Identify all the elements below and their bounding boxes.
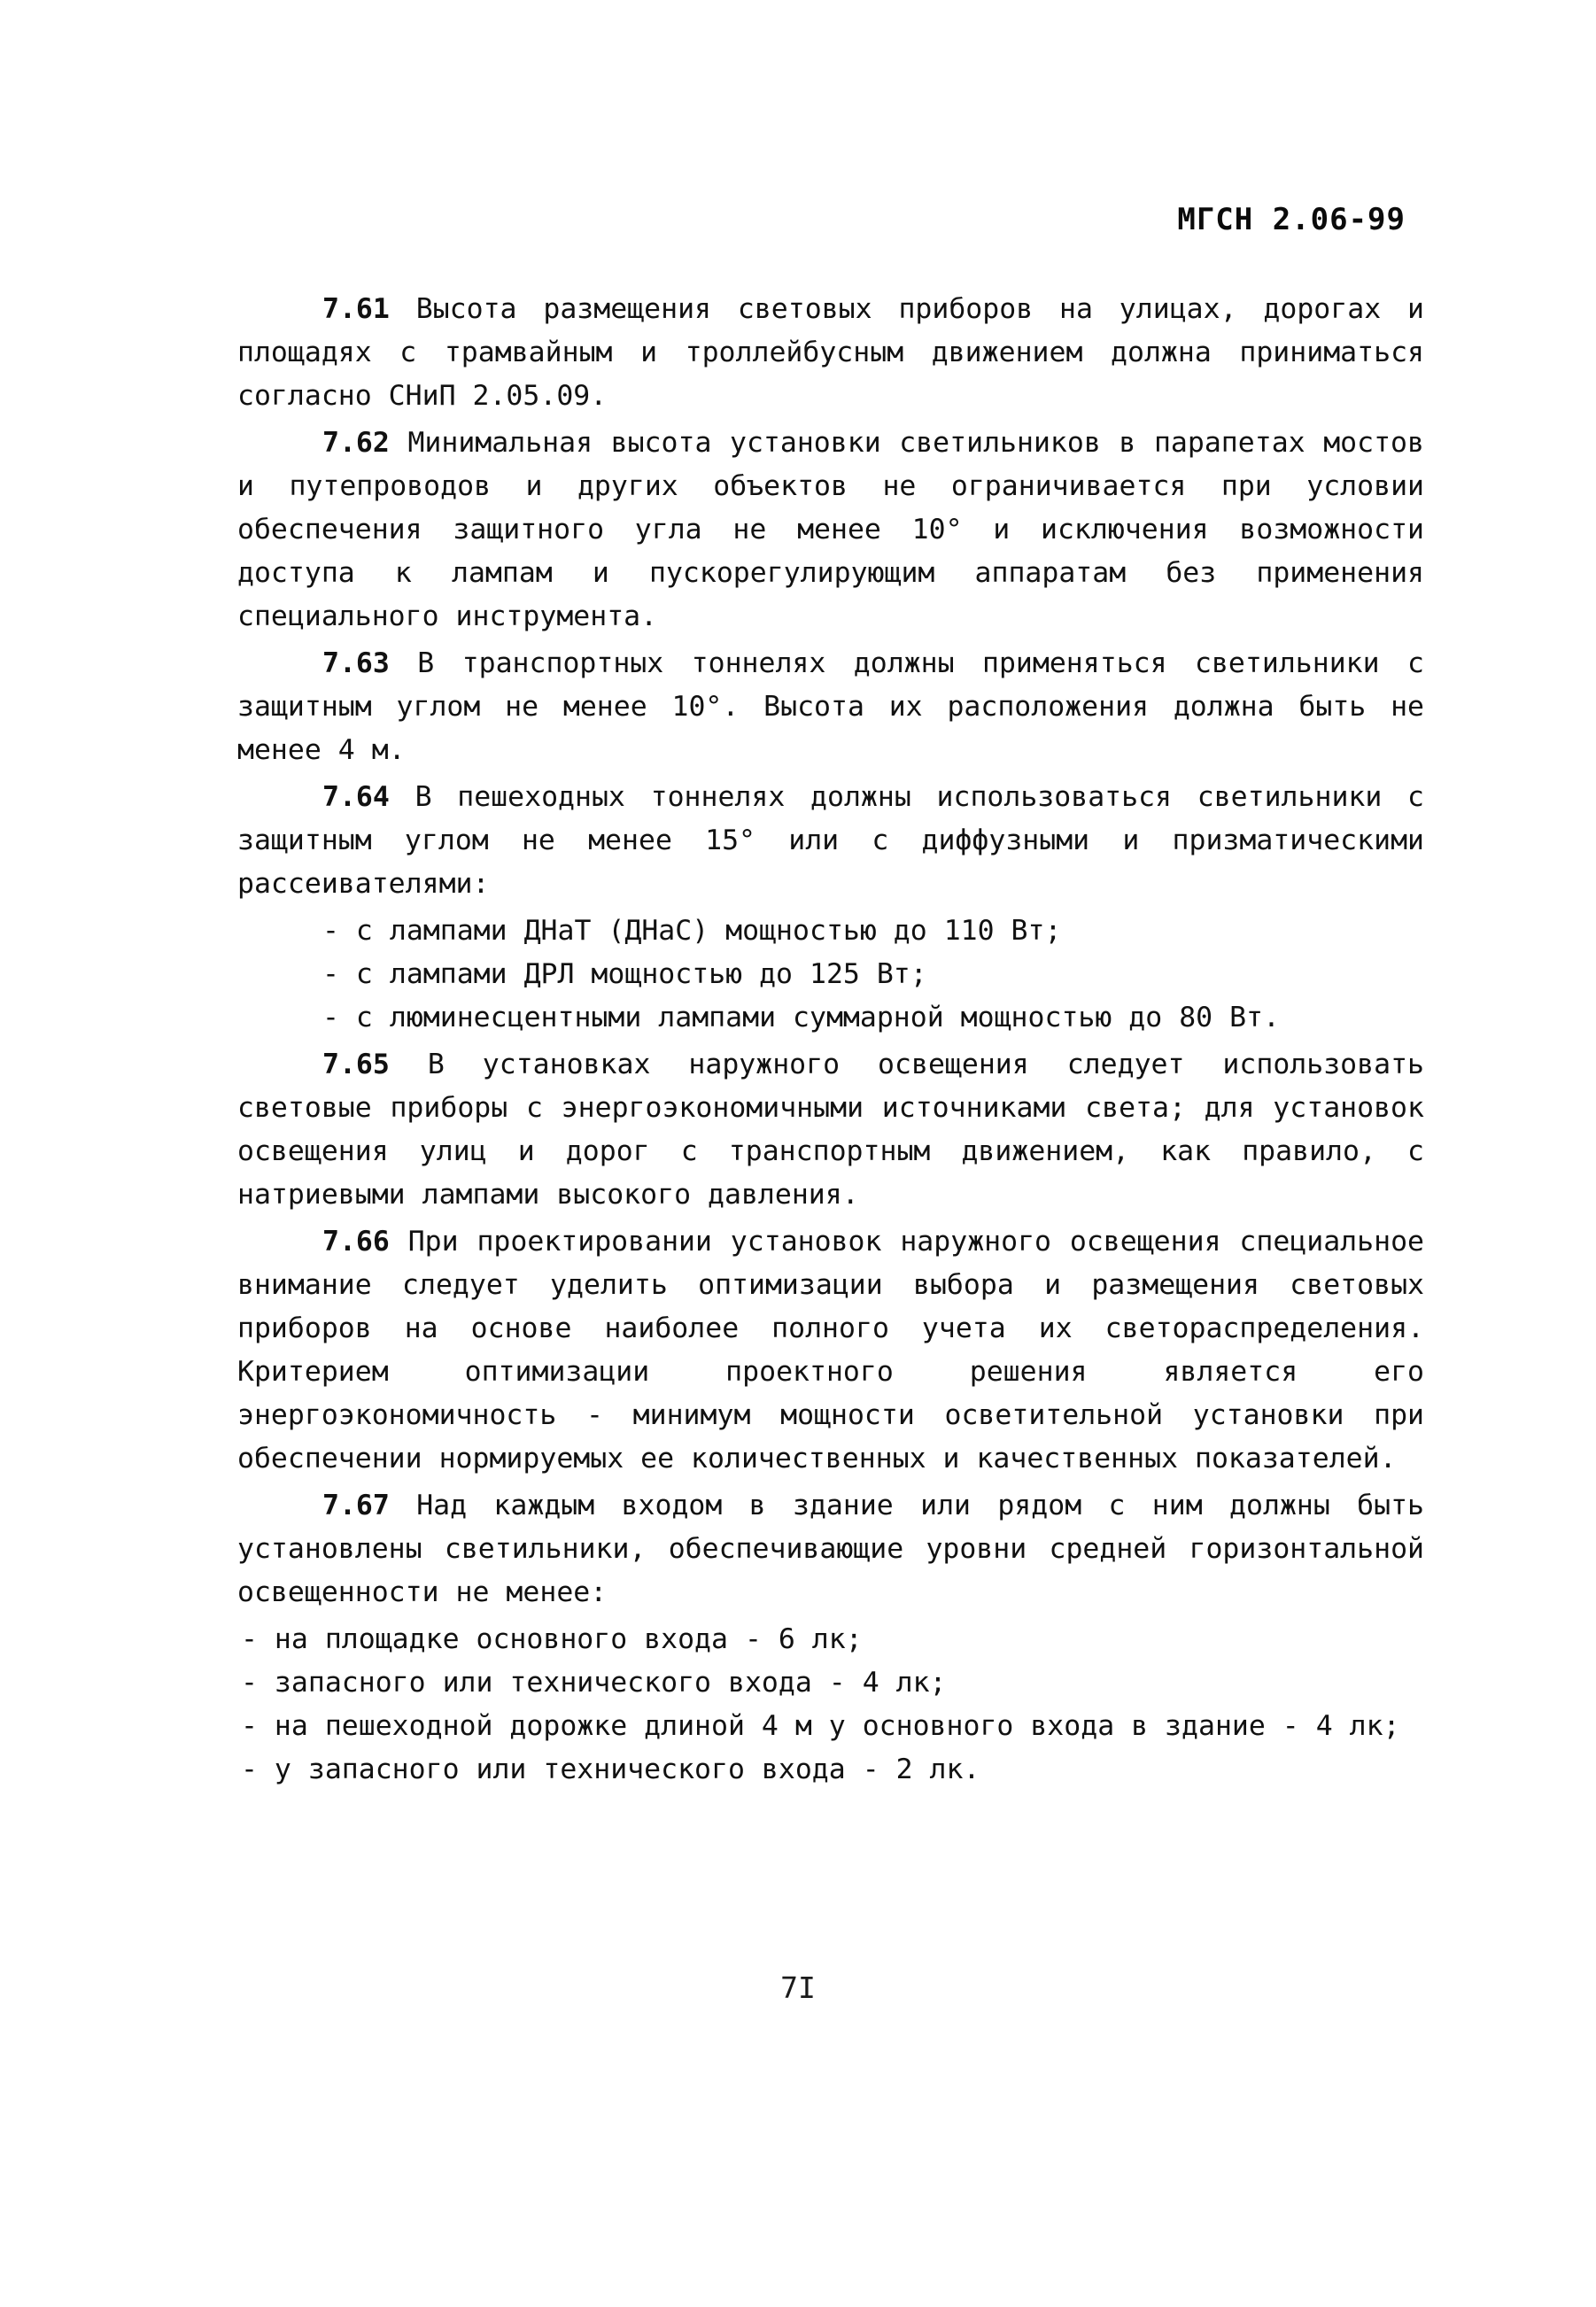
section-7-63 xyxy=(237,642,1424,772)
section-number: 7.67 xyxy=(322,1490,390,1521)
lamp-power-list xyxy=(237,910,1424,1040)
section-number: 7.66 xyxy=(322,1226,390,1258)
section-number: 7.64 xyxy=(322,781,390,813)
section-7-61 xyxy=(237,288,1424,418)
list-item: - с лампами ДНаТ (ДНаС) мощностью до 110 Вт; xyxy=(322,915,1062,947)
list-item: - запасного или технического входа - 4 лк; xyxy=(241,1667,947,1699)
illuminance-list xyxy=(237,1618,1424,1792)
section-text: В установках наружного освещения следует использовать световые приборы с энергоэкономичными источниками света; для установок освещения улиц и дорог с транспортным движением, как правило, с натриевыми лампами высокого давления. xyxy=(237,1049,1425,1211)
section-7-62 xyxy=(237,422,1424,639)
list-item: - на площадке основного входа - 6 лк; xyxy=(241,1623,863,1655)
list-item: - на пешеходной дорожке длиной 4 м у основного входа в здание - 4 лк; xyxy=(241,1710,1400,1742)
document-code: МГСН 2.06-99 xyxy=(1177,202,1406,237)
section-text: Минимальная высота установки светильников в парапетах мостов и путепроводов и других объектов не ограничивается при условии обеспечения защитного угла не менее 10° и исключения возможности доступа к лампам и пускорегулирующим аппаратам без применения специального инструмента. xyxy=(237,427,1424,632)
section-7-65 xyxy=(237,1043,1424,1217)
section-text: Высота размещения световых приборов на улицах, дорогах и площадях с трамвайным и троллейбусным движением должна приниматься согласно СНиП 2.05.09. xyxy=(237,293,1424,412)
section-number: 7.61 xyxy=(322,293,390,325)
section-7-64 xyxy=(237,776,1424,906)
section-number: 7.65 xyxy=(322,1049,390,1080)
section-number: 7.63 xyxy=(322,647,390,679)
page-number: 7I xyxy=(780,1970,816,2005)
section-7-66 xyxy=(237,1220,1424,1481)
list-item: - с люминесцентными лампами суммарной мощностью до 80 Вт. xyxy=(322,1002,1280,1034)
section-text: В транспортных тоннелях должны применяться светильники с защитным углом не менее 10°. Высота их расположения должна быть не менее 4 м. xyxy=(237,647,1424,766)
list-item: - с лампами ДРЛ мощностью до 125 Вт; xyxy=(322,958,927,990)
section-text: В пешеходных тоннелях должны использоваться светильники с защитным углом не менее 15° или с диффузными и призматическими рассеивателями: xyxy=(237,781,1425,900)
document-body xyxy=(237,288,1424,1795)
list-item: - у запасного или технического входа - 2 лк. xyxy=(241,1753,980,1785)
section-number: 7.62 xyxy=(322,427,390,459)
section-text: При проектировании установок наружного освещения специальное внимание следует уделить оптимизации выбора и размещения световых приборов на основе наиболее полного учета их светораспределения. Критерием оптимизации проектного решения является его энергоэкономичность - минимум мощности осветительной установки при обеспечении нормируемых ее количественных и качественных показателей. xyxy=(237,1226,1424,1475)
section-text: Над каждым входом в здание или рядом с ним должны быть установлены светильники, обеспечивающие уровни средней горизонтальной освещенности не менее: xyxy=(237,1490,1424,1608)
section-7-67 xyxy=(237,1484,1424,1614)
